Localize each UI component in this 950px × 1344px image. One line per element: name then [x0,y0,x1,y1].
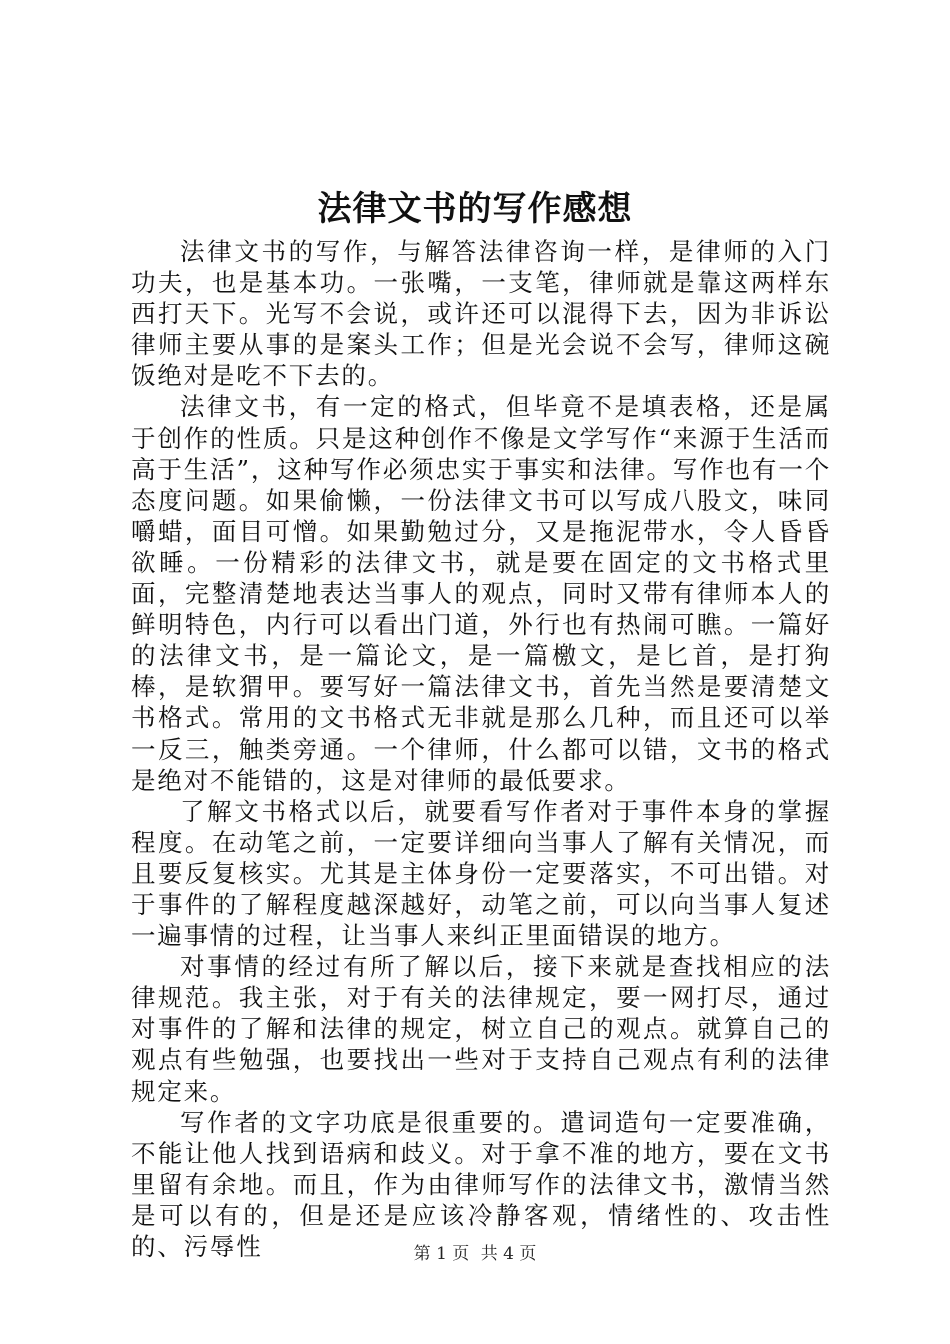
page-footer [0,1242,950,1266]
page-total: 共 4 页 [480,1244,537,1264]
paragraph: 写作者的文字功底是很重要的。遣词造句一定要准确，不能让他人找到语病和歧义。对于拿不准的地方，要在文书里留有余地。而且，作为由律师写作的法律文书，激情当然是可以有的，但是还是应该冷静客观，情绪性的、攻击性的、污辱性 [131,1107,831,1261]
paragraph: 法律文书，有一定的格式，但毕竟不是填表格，还是属于创作的性质。只是这种创作不像是文学写作“来源于生活而高于生活”，这种写作必须忠实于事实和法律。写作也有一个态度问题。如果偷懒，一份法律文书可以写成八股文，味同嚼蜡，面目可憎。如果勤勉过分，又是拖泥带水，令人昏昏欲睡。一份精彩的法律文书，就是要在固定的文书格式里面，完整清楚地表达当事人的观点，同时又带有律师本人的鲜明特色，内行可以看出门道，外行也有热闹可瞧。一篇好的法律文书，是一篇论文，是一篇檄文，是匕首，是打狗棒，是软猬甲。要写好一篇法律文书，首先当然是要清楚文书格式。常用的文书格式无非就是那么几种，而且还可以举一反三，触类旁通。一个律师，什么都可以错，文书的格式是绝对不能错的，这是对律师的最低要求。 [131,392,831,795]
paragraph: 了解文书格式以后，就要看写作者对于事件本身的掌握程度。在动笔之前，一定要详细向当事人了解有关情况，而且要反复核实。尤其是主体身份一定要落实，不可出错。对于事件的了解程度越深越好，动笔之前，可以向当事人复述一遍事情的过程，让当事人来纠正里面错误的地方。 [131,796,831,951]
document-title: 法律文书的写作感想 [317,189,633,229]
document-body [131,236,831,1262]
paragraph: 对事情的经过有所了解以后，接下来就是查找相应的法律规范。我主张，对于有关的法律规定，要一网打尽，通过对事件的了解和法律的规定，树立自己的观点。就算自己的观点有些勉强，也要找出一些对于支持自己观点有利的法律规定来。 [131,952,831,1106]
paragraph: 法律文书的写作，与解答法律咨询一样，是律师的入门功夫，也是基本功。一张嘴，一支笔，律师就是靠这两样东西打天下。光写不会说，或许还可以混得下去，因为非诉讼律师主要从事的是案头工作；但是光会说不会写，律师这碗饭绝对是吃不下去的。 [131,237,831,391]
page-number: 第 1 页 [413,1244,470,1264]
